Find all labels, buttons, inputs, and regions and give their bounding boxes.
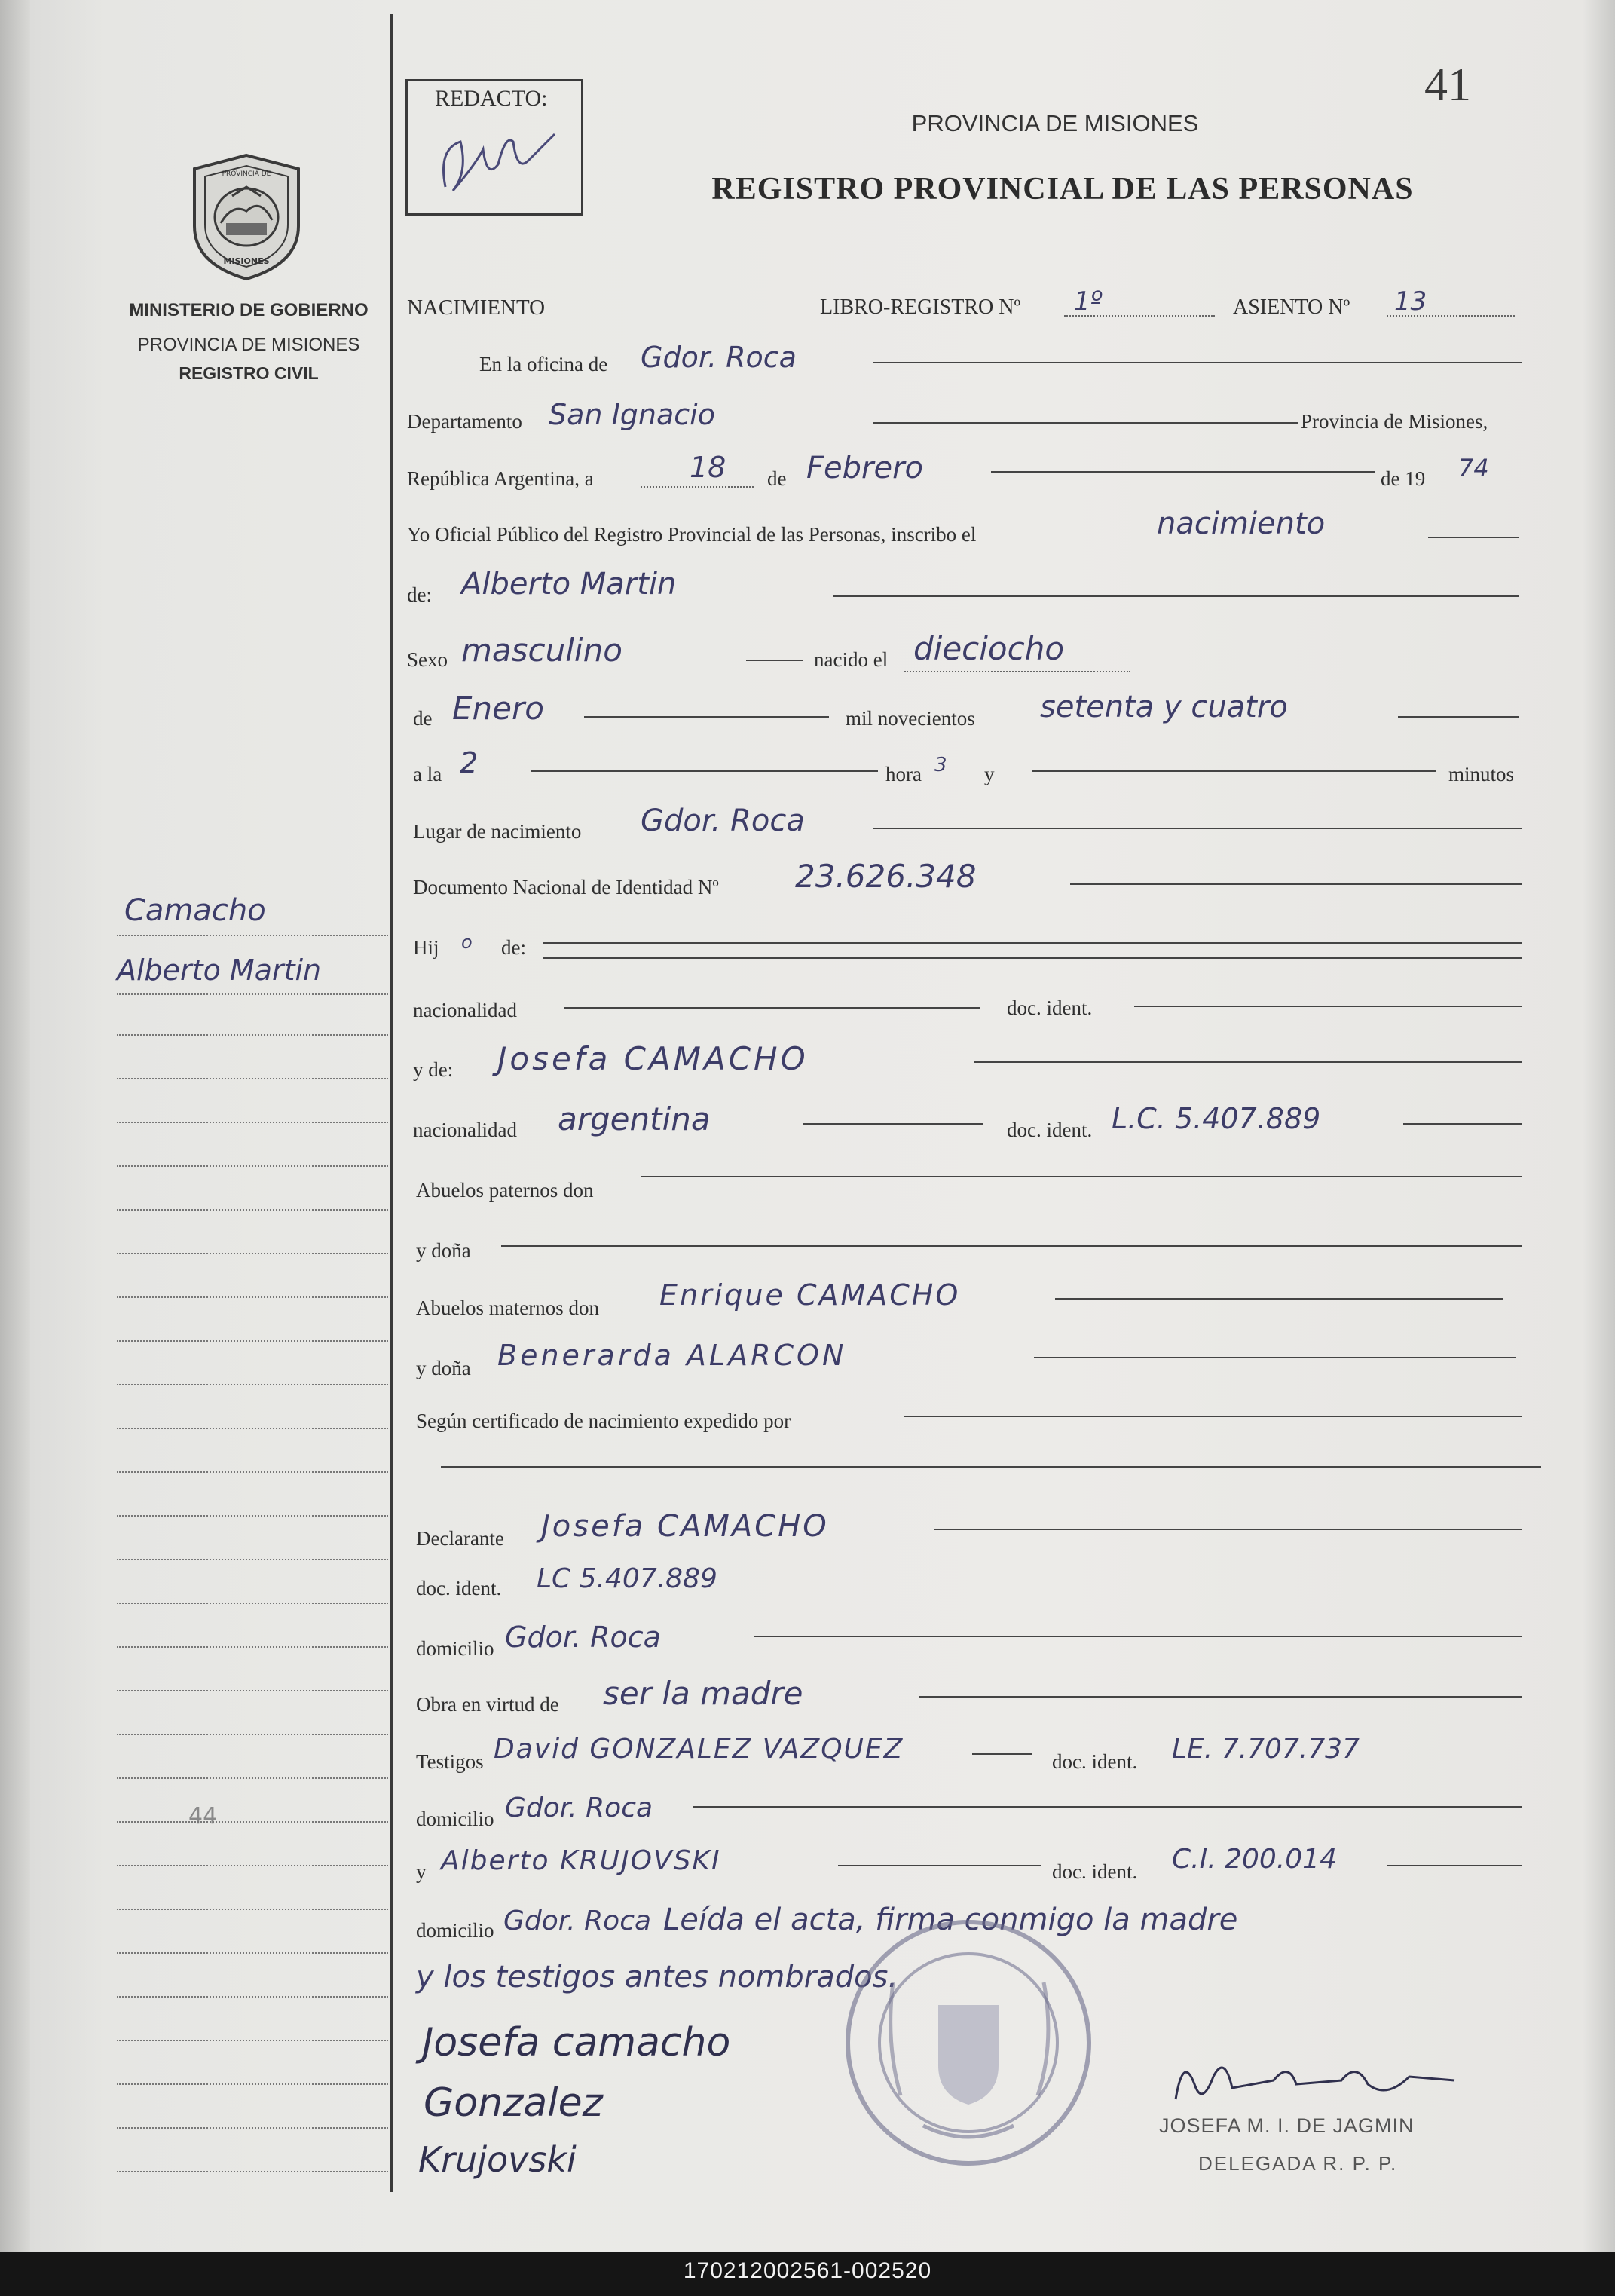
redacto-label: REDACTO: (435, 86, 548, 111)
signature-oficial-text: Josefa de Jagmin (1270, 2082, 1353, 2095)
page-fold (0, 0, 30, 2252)
mil-value: setenta y cuatro (1040, 690, 1288, 724)
lugar-label: Lugar de nacimiento (413, 820, 582, 843)
margin-line (117, 1471, 388, 1473)
ministry-line-3: REGISTRO CIVIL (179, 363, 319, 383)
republica-label: República Argentina, a (407, 467, 594, 490)
margin-line (117, 993, 388, 995)
margin-line (117, 1909, 388, 1910)
fill-line (1403, 1123, 1522, 1125)
declarante-domicilio-label: domicilio (416, 1637, 494, 1660)
margin-line (117, 1034, 388, 1036)
fill-line (746, 660, 803, 661)
inscribo-value: nacimiento (1157, 507, 1326, 541)
asiento-label: ASIENTO Nº (1233, 295, 1350, 319)
fill-line (1032, 770, 1436, 772)
mil-label: mil novecientos (846, 707, 975, 730)
ministry-line-2: PROVINCIA DE MISIONES (137, 335, 360, 355)
de-mes-label: de (413, 707, 433, 730)
signature-oficial (1161, 2047, 1462, 2114)
oficina-label: En la oficina de (479, 353, 608, 375)
fill-line (833, 595, 1519, 597)
certificado-label: Según certificado de nacimiento expedido por (416, 1410, 791, 1432)
fill-line (531, 770, 878, 772)
official-name: JOSEFA M. I. DE JAGMIN (1159, 2114, 1415, 2137)
fill-line (974, 1061, 1522, 1063)
margin-line (117, 1952, 388, 1954)
margin-line (117, 1384, 388, 1385)
fill-line (754, 1636, 1522, 1637)
margin-line (117, 1296, 388, 1298)
fill-line (919, 1696, 1522, 1698)
obra-value: ser la madre (603, 1675, 803, 1712)
madre-nacionalidad-value: argentina (558, 1101, 711, 1137)
margin-line (117, 1078, 388, 1079)
redacto-initials-text: Juel (485, 162, 504, 175)
testigo2-domicilio-value: Gdor. Roca (503, 1906, 652, 1936)
fill-line (1398, 716, 1519, 718)
abuelo-materno-value: Enrique CAMACHO (659, 1278, 961, 1312)
asiento-value: 13 (1394, 286, 1427, 317)
dni-label: Documento Nacional de Identidad Nº (413, 876, 719, 899)
margin-line (117, 1340, 388, 1342)
margin-annotation-surname: Camacho (124, 893, 266, 928)
nombre-value: Alberto Martin (461, 567, 677, 602)
fill-line (1070, 883, 1522, 885)
margin-line (117, 1209, 388, 1211)
fill-line (838, 1865, 1041, 1866)
nacido-value: dieciocho (913, 630, 1065, 667)
fill-line (641, 1176, 1522, 1177)
abuela-paterna-label: y doña (416, 1239, 471, 1262)
obra-label: Obra en virtud de (416, 1693, 559, 1716)
signature-testigo1: Gonzalez (424, 2080, 603, 2126)
testigo2-doc-label: doc. ident. (1052, 1860, 1138, 1883)
province-heading: PROVINCIA DE MISIONES (911, 110, 1199, 136)
margin-line (117, 1165, 388, 1167)
nacido-label: nacido el (814, 648, 889, 671)
hijo-suffix: o (461, 932, 473, 953)
fill-line (1387, 315, 1515, 317)
madre-value: Josefa CAMACHO (497, 1040, 809, 1077)
year-value: 74 (1458, 454, 1489, 482)
testigo1-doc-label: doc. ident. (1052, 1750, 1138, 1773)
lugar-value: Gdor. Roca (641, 804, 805, 838)
fill-line (972, 1753, 1032, 1755)
dni-value: 23.626.348 (795, 858, 977, 895)
y-label: y (984, 763, 995, 785)
departamento-value: San Ignacio (549, 398, 715, 431)
margin-annotation-given: Alberto Martin (117, 954, 322, 987)
testigo1-domicilio-value: Gdor. Roca (505, 1792, 653, 1823)
margin-line (117, 1515, 388, 1517)
sexo-value: masculino (461, 632, 622, 669)
redacto-box (405, 79, 583, 216)
seal-text-top: PROVINCIA DE (222, 170, 271, 178)
official-title: DELEGADA R. P. P. (1198, 2152, 1398, 2175)
fill-line (1134, 1006, 1522, 1007)
testigo1-value: David GONZALEZ VAZQUEZ (494, 1734, 904, 1765)
margin-line (117, 1734, 388, 1735)
margin-line (117, 1646, 388, 1648)
fill-line (501, 1245, 1522, 1247)
margin-line (117, 2171, 388, 2172)
libro-label: LIBRO-REGISTRO Nº (820, 295, 1021, 319)
closing-line-1: Leída el acta, firma conmigo la madre (663, 1903, 1238, 1937)
fill-line (1064, 315, 1215, 317)
ministry-line-1: MINISTERIO DE GOBIERNO (129, 300, 369, 320)
margin-line (117, 2083, 388, 2085)
fill-line (641, 486, 754, 488)
fill-line (803, 1123, 983, 1125)
declarante-doc-label: doc. ident. (416, 1577, 502, 1600)
declarante-value: Josefa CAMACHO (541, 1509, 829, 1544)
registry-heading: REGISTRO PROVINCIAL DE LAS PERSONAS (711, 172, 1414, 207)
provincia-suffix: Provincia de Misiones, (1301, 410, 1488, 433)
margin-line (117, 1777, 388, 1779)
fill-line (1055, 1298, 1503, 1300)
fill-line (904, 671, 1130, 672)
sexo-label: Sexo (407, 648, 448, 671)
margin-line (117, 1996, 388, 1998)
y-de-label: y de: (413, 1058, 454, 1081)
signature-madre: Josefa camacho (422, 2020, 731, 2065)
dia-value: 18 (690, 451, 726, 484)
fill-line (693, 1806, 1522, 1808)
margin-line (117, 1253, 388, 1254)
fill-line (1387, 1865, 1522, 1866)
hora-extra: 3 (934, 754, 947, 776)
margin-line (117, 1690, 388, 1691)
testigo1-doc-value: LE. 7.707.737 (1172, 1734, 1360, 1765)
abuela-materna-value: Benerarda ALARCON (497, 1339, 847, 1372)
margin-pencil-note: 44 (188, 1803, 218, 1829)
minutos-label: minutos (1448, 763, 1515, 785)
declarante-doc-value: LC 5.407.889 (537, 1563, 717, 1594)
signature-testigo2: Krujovski (418, 2139, 577, 2180)
testigo2-value: Alberto KRUJOVSKI (441, 1845, 721, 1876)
seal-text-bottom: MISIONES (223, 256, 270, 266)
scan-footer (0, 2252, 1615, 2296)
scan-id: 170212002561-002520 (683, 2258, 932, 2283)
declarante-domicilio-value: Gdor. Roca (505, 1621, 661, 1654)
abuelos-paternos-label: Abuelos paternos don (416, 1179, 594, 1202)
abuelos-maternos-label: Abuelos maternos don (416, 1296, 599, 1319)
margin-line (117, 2127, 388, 2129)
record-type: NACIMIENTO (407, 295, 546, 320)
official-stamp-icon (840, 1915, 1097, 2171)
redacto-initials (423, 119, 566, 202)
page-number: 41 (1424, 60, 1471, 111)
padre-nacionalidad-label: nacionalidad (413, 999, 517, 1021)
padre-doc-label: doc. ident. (1007, 996, 1093, 1019)
section-divider (441, 1466, 1541, 1468)
nacido-mes-value: Enero (452, 690, 544, 727)
hijo-de-label: de: (501, 936, 526, 959)
madre-nacionalidad-label: nacionalidad (413, 1119, 517, 1141)
hora-value: 2 (460, 746, 479, 779)
testigo2-doc-value: C.I. 200.014 (1172, 1844, 1337, 1875)
abuela-materna-label: y doña (416, 1357, 471, 1379)
margin-line (117, 1559, 388, 1560)
fill-line (904, 1416, 1522, 1417)
oficial-text: Yo Oficial Público del Registro Provincial de las Personas, inscribo el (407, 523, 977, 546)
fill-line (873, 422, 1298, 424)
hijo-label: Hij (413, 936, 439, 959)
oficina-value: Gdor. Roca (641, 341, 797, 374)
fill-line (873, 828, 1522, 829)
margin-line (117, 1603, 388, 1604)
fill-line (934, 1529, 1522, 1530)
fill-line (991, 471, 1375, 473)
a-la-label: a la (413, 763, 442, 785)
de-year-label: de 19 (1381, 467, 1426, 490)
closing-line-2: y los testigos antes nombrados. (416, 1960, 898, 1994)
fill-line (1034, 1357, 1516, 1358)
testigos-label: Testigos (416, 1750, 484, 1773)
madre-doc-value: L.C. 5.407.889 (1112, 1102, 1321, 1135)
departamento-label: Departamento (407, 410, 522, 433)
margin-line (117, 2040, 388, 2041)
margin-line (117, 1428, 388, 1429)
de-label: de (767, 467, 787, 490)
fill-line (584, 716, 829, 718)
testigo2-domicilio-label: domicilio (416, 1919, 494, 1942)
fill-line (543, 942, 1522, 944)
margin-line (117, 1865, 388, 1866)
fill-line (1428, 537, 1519, 538)
mes-value: Febrero (806, 451, 923, 485)
margin-line (117, 1821, 388, 1823)
libro-value: 1º (1074, 286, 1103, 317)
fill-line (564, 1007, 980, 1009)
hora-label: hora (885, 763, 922, 785)
declarante-label: Declarante (416, 1527, 504, 1550)
province-seal-icon (187, 151, 306, 283)
margin-line (117, 1122, 388, 1123)
fill-line (543, 957, 1522, 959)
fill-line (873, 362, 1522, 363)
madre-doc-label: doc. ident. (1007, 1119, 1093, 1141)
testigo1-domicilio-label: domicilio (416, 1808, 494, 1830)
de-name-label: de: (407, 583, 432, 606)
margin-line (117, 935, 388, 936)
y-testigo-label: y (416, 1860, 427, 1883)
